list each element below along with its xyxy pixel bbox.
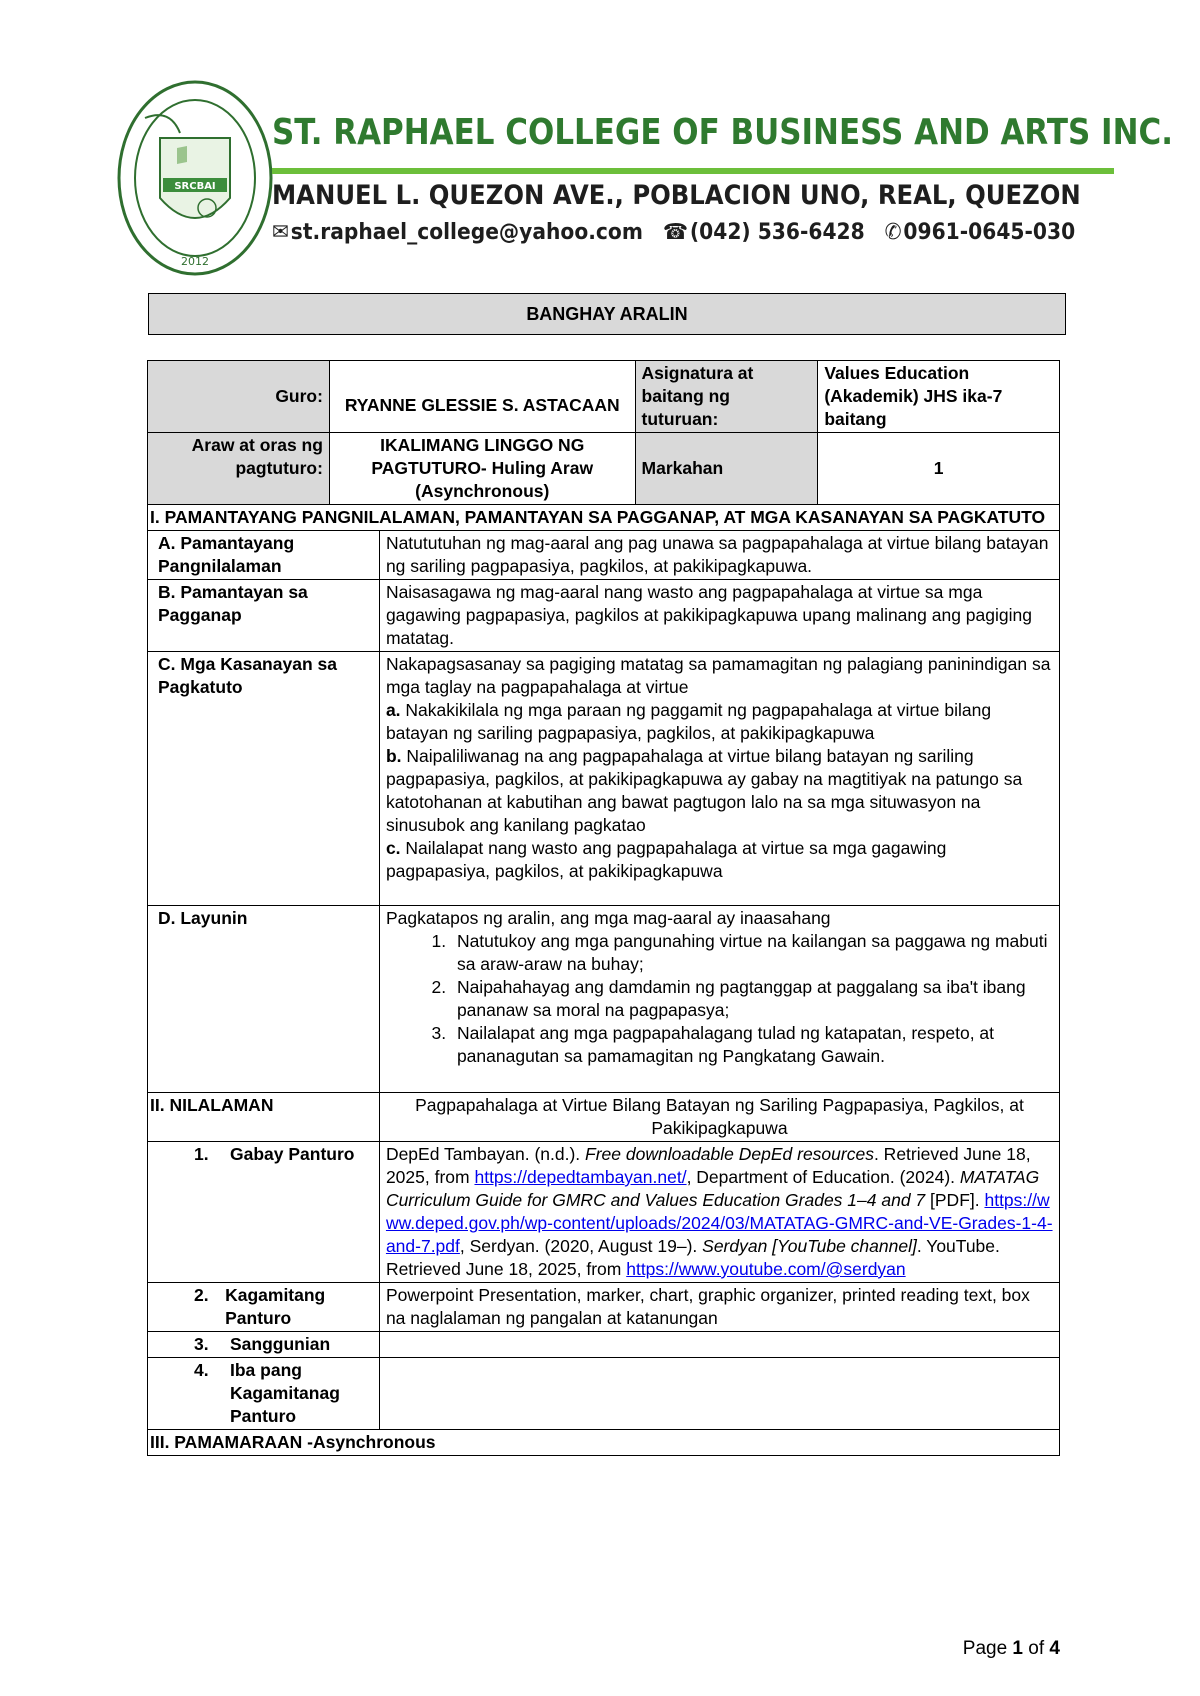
row-pamantayan-sa-pagganap (148, 580, 1060, 652)
section2-heading: II. NILALAMAN (148, 1093, 380, 1142)
c-item-b-key: b. (385, 746, 402, 766)
ref-3-link[interactable]: https://www.youtube.com/@serdyan (626, 1259, 906, 1279)
asignatura-label: Asignatura at baitang ng tuturuan: (635, 361, 818, 433)
college-phone: (042) 536-6428 (689, 220, 865, 245)
b-text: Naisasagawa ng mag-aaral nang wasto ang pagpapahalaga at virtue sa mga gagawing pagpapasiya, pagkilos at pakikipagkapuwa upang malinang ang pagiging matatag. (379, 580, 1059, 652)
document-title: BANGHAY ARALIN (148, 293, 1066, 335)
header-divider (272, 168, 1114, 174)
c-item-c (386, 837, 1053, 883)
row-nilalaman (148, 1093, 1060, 1142)
iba-label-wrap (194, 1359, 373, 1428)
gabay-label: Gabay Panturo (230, 1144, 355, 1164)
ref-1: DepEd Tambayan. (n.d.). (385, 1144, 586, 1164)
row-layunin (148, 906, 1060, 1093)
markahan-label: Markahan (635, 433, 818, 505)
ref-1-rest: . Retrieved June 18, 2025, from (385, 1144, 1031, 1187)
layunin-item: 3. Nailalapat ang mga pagpapahalagang tulad ng katapatan, respeto, at pananagutan sa pamamagitan ng Pangkatang Gawain. (451, 1022, 1053, 1068)
kagamitang-label: Kagamitang Panturo (225, 1285, 326, 1328)
section3-heading: III. PAMAMARAAN -Asynchronous (148, 1430, 1060, 1456)
ref-3-rest: . YouTube. Retrieved June 18, 2025, from (385, 1236, 1000, 1279)
iba-label-cell (148, 1358, 380, 1430)
kagamitang-num: 2. (194, 1285, 209, 1305)
gabay-label-wrap (194, 1143, 373, 1166)
a-label: A. Pamantayang Pangnilalaman (148, 531, 380, 580)
ref-3: , Serdyan. (2020, August 19–). (459, 1236, 703, 1256)
logo-badge-text: SRCBAI (174, 181, 216, 192)
guro-label: Guro: (148, 361, 330, 433)
c-item-a-text: Nakakikilala ng mga paraan ng paggamit ng pagpapahalaga at virtue bilang batayan ng sariling pagpapasiya, pagkilos, at pakikipagkapuwa (385, 700, 992, 743)
college-mobile: 0961-0645-030 (903, 220, 1076, 245)
ref-2-link[interactable]: https://www.deped.gov.ph/wp-content/uploads/2024/03/MATATAG-GMRC-and-VE-Grades-1-4-and-7.pdf (385, 1190, 1053, 1256)
college-seal-logo (115, 78, 275, 278)
section2-topic: Pagpapahalaga at Virtue Bilang Batayan ng Sariling Pagpapasiya, Pagkilos, at Pakikipagkapuwa (379, 1093, 1059, 1142)
guro-value: RYANNE GLESSIE S. ASTACAAN (329, 361, 635, 433)
kagamitang-label-cell (148, 1283, 380, 1332)
sanggunian-num: 3. (194, 1334, 209, 1354)
phone-icon: ☎ (662, 220, 689, 245)
sanggunian-label: Sanggunian (230, 1334, 331, 1354)
a-text: Natututuhan ng mag-aaral ang pag unawa sa pagpapahalaga at virtue bilang batayan ng sariling pagpapasiya, pagkilos, at pakikipagkapuwa. (379, 531, 1059, 580)
sanggunian-label-cell (148, 1332, 380, 1358)
letterhead (0, 0, 1200, 280)
ref-3-title: Serdyan [YouTube channel] (702, 1236, 917, 1256)
page-word: Page (962, 1638, 1008, 1659)
row-sanggunian (148, 1332, 1060, 1358)
gabay-references (379, 1142, 1059, 1283)
c-item-b-text: Naipaliliwanag na ang pagpapahalaga at virtue bilang batayan ng sariling pagpapasiya, pagkilos, at pakikipagkapuwa ay gabay na magtitiyak na patungo sa katotohanan at kabutihan ang bawat pagtugon lalo na sa mga situwasyon na sinusubok ang kanilang pagkatao (385, 746, 1023, 835)
college-email: st.raphael_college@yahoo.com (290, 220, 643, 245)
svg-text:2012: 2012 (181, 255, 209, 268)
row-section1-heading (148, 505, 1060, 531)
d-content (379, 906, 1059, 1093)
sanggunian-label-wrap (194, 1333, 373, 1356)
mobile-icon: ✆ (884, 220, 902, 245)
row-pamamaraan (148, 1430, 1060, 1456)
c-intro: Nakapagsasanay sa pagiging matatag sa pamamagitan ng palagiang paninindigan sa mga taglay na pagpapahalaga at virtue (385, 654, 1051, 697)
ref-2-title: MATATAG Curriculum Guide for GMRC and Values Education Grades 1–4 and 7 (385, 1167, 1040, 1210)
of-word: of (1028, 1638, 1045, 1659)
d-intro: Pagkatapos ng aralin, ang mga mag-aaral ay inaasahang (385, 908, 831, 928)
row-guro (148, 361, 1060, 433)
c-label: C. Mga Kasanayan sa Pagkatuto (148, 652, 380, 906)
sanggunian-value (379, 1332, 1059, 1358)
ref-1-title: Free downloadable DepEd resources (585, 1144, 874, 1164)
row-kasanayan (148, 652, 1060, 906)
row-kagamitang-panturo (148, 1283, 1060, 1332)
kagamitang-label-wrap (194, 1284, 373, 1330)
ref-1-link[interactable]: https://depedtambayan.net/ (474, 1167, 687, 1187)
c-item-a-key: a. (385, 700, 401, 720)
c-content (379, 652, 1059, 906)
row-pamantayang-pangnilalaman (148, 531, 1060, 580)
section1-heading: I. PAMANTAYANG PANGNILALAMAN, PAMANTAYAN SA PAGGANAP, AT MGA KASANAYAN SA PAGKATUTO (148, 505, 1060, 531)
layunin-item: 2. Naipahahayag ang damdamin ng pagtanggap at paggalang sa iba't ibang pananaw sa moral na pagpapasya; (451, 976, 1053, 1022)
c-item-a (386, 699, 1053, 745)
b-label: B. Pamantayan sa Pagganap (148, 580, 380, 652)
lesson-plan-table (147, 360, 1060, 1456)
college-name: ST. RAPHAEL COLLEGE OF BUSINESS AND ARTS INC. (272, 112, 1173, 153)
kagamitang-text: Powerpoint Presentation, marker, chart, graphic organizer, printed reading text, box na naglalaman ng pangalan at katanungan (379, 1283, 1059, 1332)
d-label: D. Layunin (148, 906, 380, 1093)
layunin-item: 1. Natutukoy ang mga pangunahing virtue na kailangan sa paggawa ng mabuti sa araw-araw na buhay; (451, 930, 1053, 976)
college-address: MANUEL L. QUEZON AVE., POBLACION UNO, REAL, QUEZON (272, 180, 1081, 211)
iba-num: 4. (194, 1360, 209, 1380)
gabay-label-cell (148, 1142, 380, 1283)
c-item-c-key: c. (385, 838, 401, 858)
page-number: 1 (1012, 1638, 1023, 1659)
iba-label: Iba pang Kagamitanag Panturo (230, 1360, 340, 1426)
row-gabay-panturo (148, 1142, 1060, 1283)
c-item-c-text: Nailalapat nang wasto ang pagpapahalaga at virtue sa mga gagawing pagpapasiya, pagkilos, at pakikipagkapuwa (385, 838, 947, 881)
asignatura-value: Values Education (Akademik) JHS ika-7 baitang (818, 361, 1060, 433)
gabay-num: 1. (194, 1144, 209, 1164)
contact-line (272, 220, 1088, 245)
row-iba-pang-kagamitan (148, 1358, 1060, 1430)
c-item-b (386, 745, 1053, 837)
araw-value: IKALIMANG LINGGO NG PAGTUTURO- Huling Araw (Asynchronous) (329, 433, 635, 505)
markahan-value: 1 (818, 433, 1060, 505)
ref-2-rest: [PDF]. (925, 1190, 985, 1210)
page-total: 4 (1049, 1638, 1060, 1659)
page-footer (963, 1638, 1060, 1660)
row-araw (148, 433, 1060, 505)
araw-label: Araw at oras ng pagtuturo: (148, 433, 330, 505)
envelope-icon: ✉ (272, 220, 289, 245)
layunin-list (386, 930, 1053, 1068)
iba-value (379, 1358, 1059, 1430)
ref-2: , Department of Education. (2024). (686, 1167, 960, 1187)
